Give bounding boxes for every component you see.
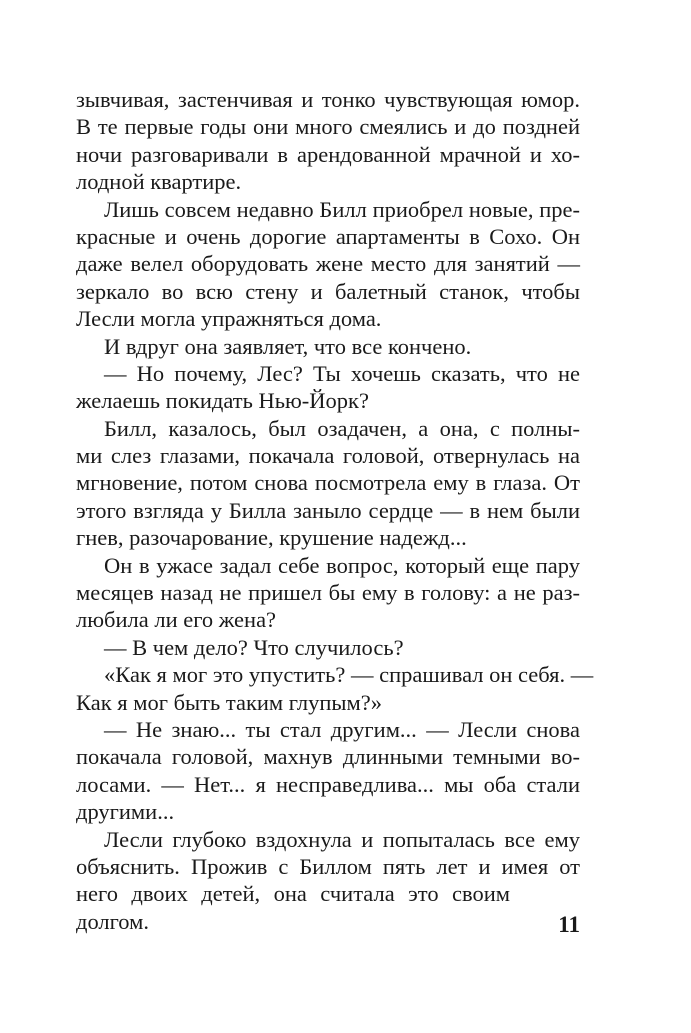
- text-line: зывчивая, застенчивая и тонко чувствующая юмор.: [76, 87, 580, 112]
- text-line: Как я мог быть таким глупым?»: [76, 689, 382, 715]
- text-line: лодной квартире.: [76, 169, 242, 195]
- text-line: зеркало во всю стену и балетный станок, чтобы: [76, 278, 580, 304]
- text-line: желаешь покидать Нью-Йорк?: [76, 388, 369, 414]
- text-line: гнев, разочарование, крушение надежд...: [76, 525, 467, 551]
- text-line: Он в ужасе задал себе вопрос, который еще пару: [104, 552, 580, 578]
- text-line: любила ли его жена?: [76, 607, 277, 633]
- text-line: ми слез глазами, покачала головой, отвернулась на: [76, 443, 580, 469]
- text-line: даже велел оборудовать жене место для занятий —: [76, 251, 580, 277]
- page-number: 11: [558, 912, 580, 937]
- text-line: объяснить. Прожив с Биллом пять лет и имея от: [76, 853, 580, 879]
- text-line: Лесли глубоко вздохнула и попыталась все ему: [104, 826, 580, 852]
- text-line: И вдруг она заявляет, что все кончено.: [104, 333, 472, 359]
- text-line: покачала головой, махнув длинными темными во-: [76, 744, 580, 770]
- text-line: — Не знаю... ты стал другим... — Лесли снова: [104, 716, 580, 742]
- text-line: мгновение, потом снова посмотрела ему в глаза. От: [76, 470, 580, 496]
- text-line: Билл, казалось, был озадачен, а она, с полны-: [104, 415, 580, 441]
- text-line: «Как я мог это упустить? — спрашивал он себя. —: [104, 662, 594, 688]
- text-line: Лишь совсем недавно Билл приобрел новые, пре-: [104, 196, 580, 222]
- text-line: — Но почему, Лес? Ты хочешь сказать, что не: [104, 360, 580, 386]
- body-text: [76, 86, 594, 935]
- text-line: месяцев назад не пришел бы ему в голову: а не раз-: [76, 580, 580, 606]
- text-line: В те первые годы они много смеялись и до поздней: [76, 114, 580, 140]
- text-line: ночи разговаривали в арендованной мрачной и хо-: [76, 141, 580, 167]
- text-line: — В чем дело? Что случилось?: [104, 634, 404, 660]
- text-line: этого взгляда у Билла заныло сердце — в нем были: [76, 497, 580, 523]
- text-line: долгом.: [76, 908, 149, 934]
- text-line: лосами. — Нет... я несправедлива... мы оба стали: [76, 771, 580, 797]
- text-line: другими...: [76, 799, 175, 825]
- text-line: красные и очень дорогие апартаменты в Сохо. Он: [76, 223, 580, 249]
- text-line: Лесли могла упражняться дома.: [76, 306, 382, 332]
- text-line: него двоих детей, она считала это своим: [76, 881, 510, 907]
